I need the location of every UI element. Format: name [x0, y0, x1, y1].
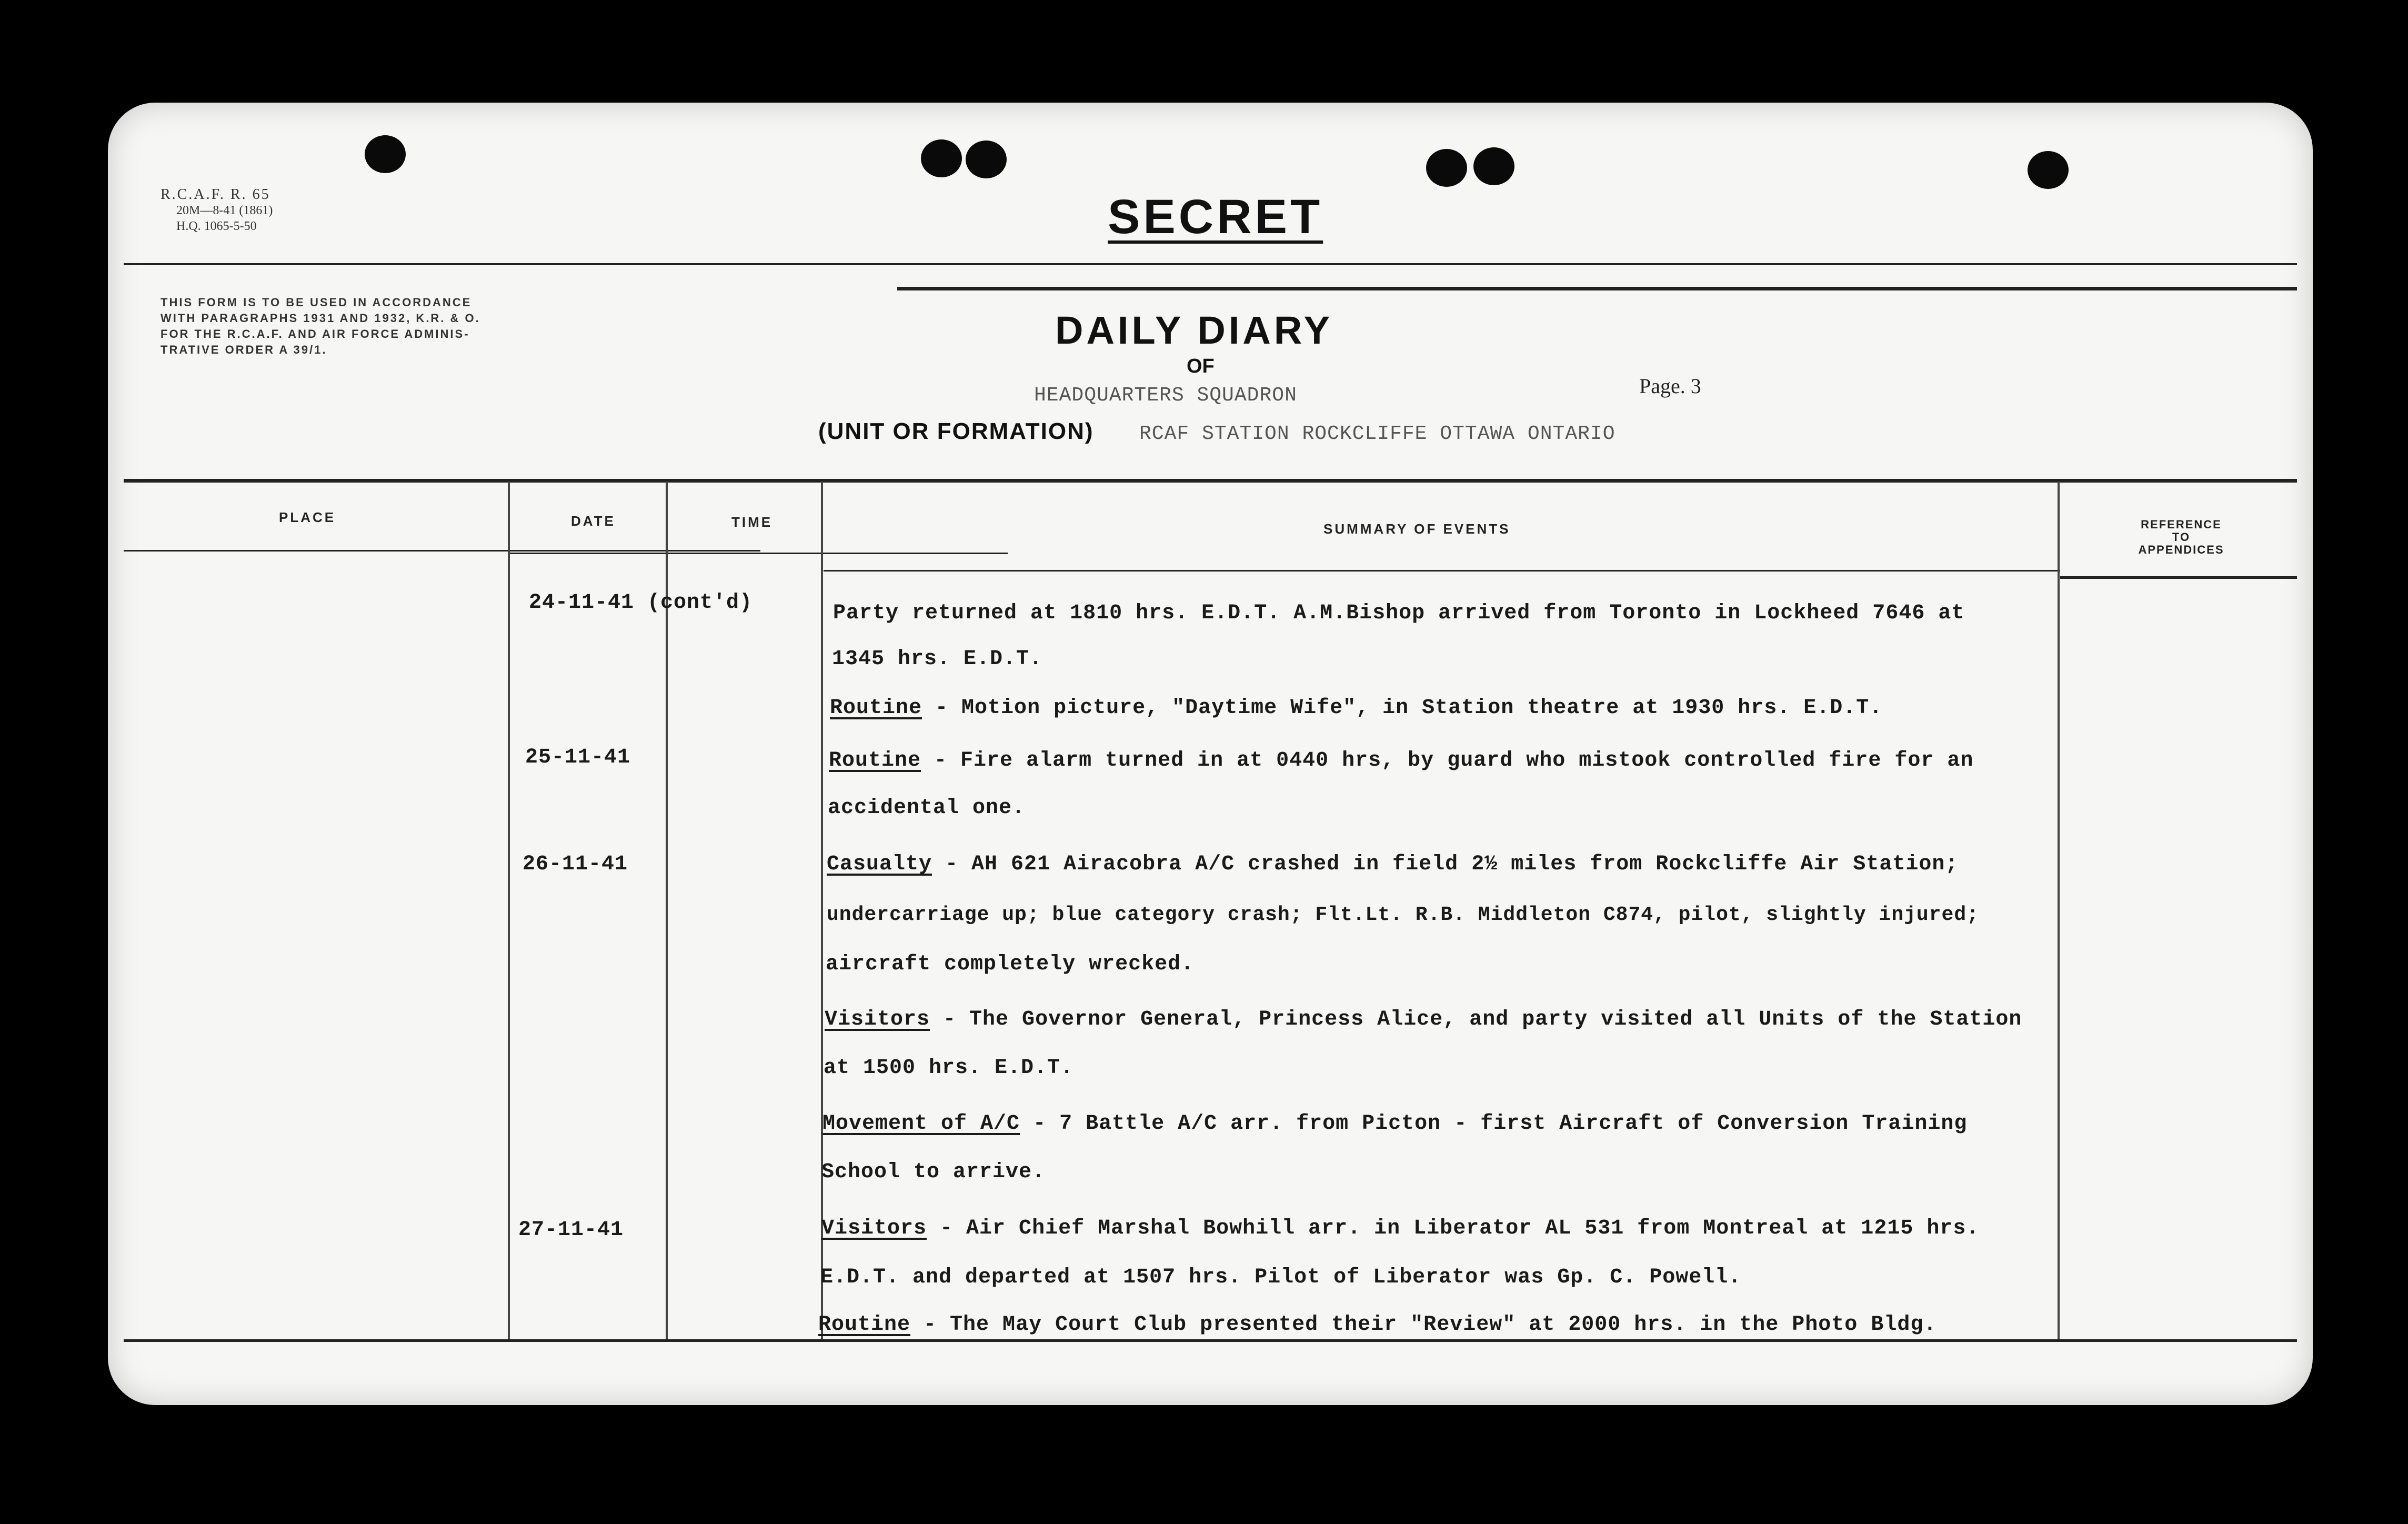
summary-line — [825, 1008, 2022, 1031]
summary-line — [818, 1313, 1937, 1337]
punch-hole — [966, 141, 1007, 178]
header-rule — [824, 570, 2060, 572]
summary-line — [833, 601, 1964, 625]
notice-line: THIS FORM IS TO BE USED IN ACCORDANCE — [160, 296, 472, 309]
summary-line — [821, 1217, 1979, 1240]
date-entry: 25-11-41 — [525, 746, 631, 769]
date-entry: 27-11-41 — [518, 1218, 624, 1242]
punch-hole — [921, 139, 962, 177]
table-bottom-rule — [124, 1339, 2297, 1342]
form-usage-notice — [160, 295, 581, 358]
entry-text: - The Governor General, Princess Alice, and party visited all Units of the Station — [930, 1008, 2022, 1031]
summary-line — [824, 1056, 1073, 1080]
summary-line — [828, 796, 1025, 820]
unit-name: HEADQUARTERS SQUADRON — [1034, 384, 1297, 407]
entry-heading: Routine — [829, 749, 921, 773]
divider — [897, 287, 2297, 290]
table-top-rule — [124, 479, 2297, 483]
summary-line — [822, 1112, 1967, 1136]
entry-heading: Routine — [830, 696, 922, 720]
entry-text: - 7 Battle A/C arr. from Picton - first Aircraft of Conversion Training — [1020, 1112, 1968, 1136]
column-header-date: DATE — [571, 513, 616, 529]
date-entry: 26-11-41 — [523, 853, 628, 876]
punch-hole — [2028, 151, 2069, 189]
column-header-place: PLACE — [279, 509, 336, 525]
page-number: Page. 3 — [1639, 374, 1701, 398]
column-header-reference — [2076, 518, 2286, 556]
summary-line — [826, 952, 1194, 976]
entry-text: - Motion picture, "Daytime Wife", in Station theatre at 1930 hrs. E.D.T. — [922, 696, 1883, 720]
reference-line: TO — [2172, 530, 2191, 544]
entry-text: Party returned at 1810 hrs. E.D.T. A.M.Bishop arrived from Toronto in Lockheed 7646 at — [833, 601, 1965, 625]
summary-line — [821, 1160, 1045, 1184]
form-id — [160, 187, 273, 234]
form-id-line: H.Q. 1065-5-50 — [176, 219, 257, 233]
entry-text: undercarriage up; blue category crash; Flt.Lt. R.B. Middleton C874, pilot, slightly injured; — [827, 904, 1979, 926]
punch-hole — [365, 135, 406, 173]
summary-line — [829, 749, 1973, 773]
reference-line: APPENDICES — [2138, 543, 2224, 556]
column-divider — [821, 482, 823, 1339]
classification-heading: SECRET — [1108, 190, 1323, 244]
entry-text: 1345 hrs. E.D.T. — [832, 647, 1043, 671]
punch-hole — [1426, 149, 1467, 187]
entry-text: - The May Court Club presented their "Review" at 2000 hrs. in the Photo Bldg. — [910, 1313, 1937, 1337]
entry-text: - Air Chief Marshal Bowhill arr. in Liberator AL 531 from Montreal at 1215 hrs. — [927, 1217, 1980, 1240]
column-divider — [508, 482, 510, 1339]
entry-text: - Fire alarm turned in at 0440 hrs, by guard who mistook controlled fire for an — [921, 749, 1974, 773]
unit-location: RCAF STATION ROCKCLIFFE OTTAWA ONTARIO — [1139, 423, 1616, 445]
date-entry: 24-11-41 (cont'd) — [529, 591, 753, 615]
entry-text: at 1500 hrs. E.D.T. — [824, 1056, 1074, 1080]
notice-line: WITH PARAGRAPHS 1931 AND 1932, K.R. & O. — [160, 312, 480, 325]
column-header-time: TIME — [731, 514, 773, 530]
unit-formation-label: (UNIT OR FORMATION) — [818, 418, 1094, 444]
entry-text: E.D.T. and departed at 1507 hrs. Pilot of Liberator was Gp. C. Powell. — [820, 1266, 1742, 1289]
punch-hole — [1473, 147, 1514, 185]
summary-line — [827, 904, 1979, 926]
of-label: OF — [1187, 355, 1215, 377]
reference-line: REFERENCE — [2141, 518, 2222, 531]
entry-heading: Visitors — [821, 1217, 927, 1240]
divider — [124, 263, 2297, 265]
header-rule — [124, 550, 760, 552]
form-id-line: 20M—8-41 (1861) — [176, 204, 273, 217]
entry-text: accidental one. — [828, 796, 1026, 820]
summary-line — [827, 853, 1958, 876]
form-id-line: R.C.A.F. R. 65 — [160, 186, 270, 203]
summary-line — [832, 647, 1042, 671]
entry-text: School to arrive. — [821, 1160, 1046, 1184]
notice-line: TRATIVE ORDER A 39/1. — [160, 343, 327, 356]
diary-card — [108, 103, 2313, 1405]
entry-heading: Casualty — [827, 853, 932, 876]
column-header-summary: SUMMARY OF EVENTS — [1323, 521, 1511, 537]
entry-heading: Routine — [818, 1313, 911, 1337]
diary-title: DAILY DIARY — [1055, 308, 1333, 352]
summary-line — [830, 696, 1882, 720]
entry-text: - AH 621 Airacobra A/C crashed in field 2½ miles from Rockcliffe Air Station; — [932, 853, 1959, 876]
entry-heading: Movement of A/C — [822, 1112, 1020, 1136]
column-divider — [2058, 482, 2060, 1339]
entry-heading: Visitors — [825, 1008, 930, 1031]
notice-line: FOR THE R.C.A.F. AND AIR FORCE ADMINIS- — [160, 327, 470, 340]
header-rule — [2060, 576, 2297, 579]
summary-line — [820, 1266, 1741, 1289]
header-rule — [508, 553, 1008, 554]
entry-text: aircraft completely wrecked. — [826, 952, 1195, 976]
